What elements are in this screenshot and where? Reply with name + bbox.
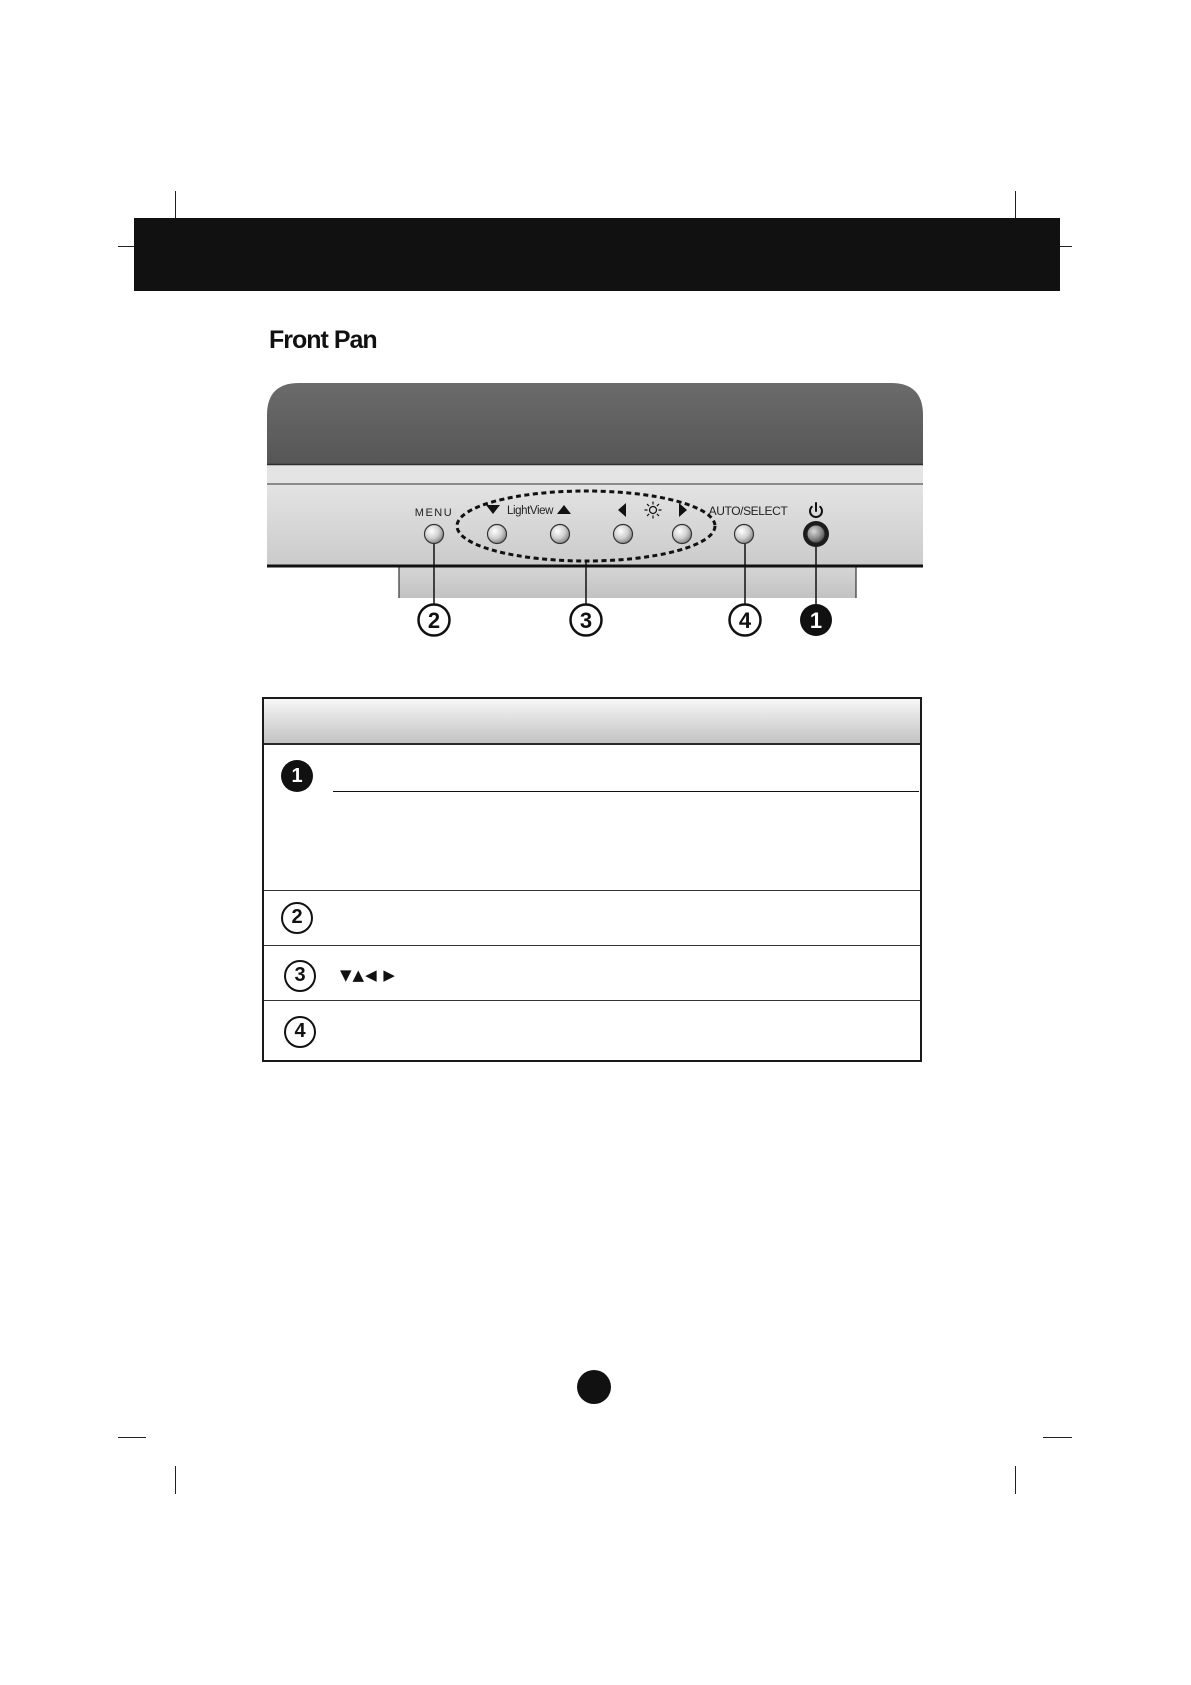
- callout-number: 1: [809, 608, 823, 633]
- row-divider-line: [333, 791, 919, 792]
- crop-mark-bottom-left-horizontal: [118, 1437, 146, 1438]
- callout-number: 4: [738, 608, 752, 633]
- controls-table: [262, 697, 922, 1062]
- table-row: [264, 1001, 920, 1060]
- callout-badge-group: [571, 605, 602, 636]
- menu-label: MENU: [414, 507, 454, 519]
- page-title: Front Pan: [269, 326, 377, 354]
- crop-mark-top-left-horizontal: [118, 246, 134, 247]
- page-number-dot: [577, 1370, 611, 1404]
- monitor-bezel-top: [267, 383, 923, 464]
- table-row: [264, 946, 920, 1001]
- crop-mark-top-right-horizontal: [1060, 246, 1072, 247]
- table-row: [264, 745, 920, 891]
- callout-badge-menu: [419, 605, 450, 636]
- crop-mark-bottom-right-horizontal: [1043, 1437, 1072, 1438]
- table-row: [264, 891, 920, 946]
- section-header-bar: [134, 218, 1060, 291]
- crop-mark-bottom-left-vertical: [175, 1466, 176, 1494]
- row-number-badge: 4: [284, 1016, 316, 1048]
- menu-button: [425, 525, 444, 544]
- brightness-right-button: [673, 525, 692, 544]
- arrow-symbols: ▼▲◀ ▶: [340, 966, 396, 984]
- brightness-left-button: [614, 525, 633, 544]
- row-number-badge: 1: [281, 760, 313, 792]
- power-button: [807, 525, 825, 543]
- lightview-label: LightView: [506, 505, 554, 517]
- table-header-row: [264, 699, 920, 745]
- callout-badge-power: [800, 604, 832, 636]
- callout-number: 2: [427, 608, 441, 633]
- monitor-stand: [399, 566, 856, 598]
- front-panel-illustration: [260, 375, 930, 645]
- crop-mark-bottom-right-vertical: [1015, 1466, 1016, 1494]
- row-number-badge: 2: [281, 902, 313, 934]
- callout-badge-auto-select: [730, 605, 761, 636]
- bezel-strip: [267, 464, 923, 484]
- lightview-up-button: [551, 525, 570, 544]
- auto-select-label: AUTO/SELECT: [708, 504, 788, 518]
- callout-number: 3: [579, 608, 593, 633]
- row-number-badge: 3: [284, 960, 316, 992]
- lightview-down-button: [488, 525, 507, 544]
- auto-select-button: [735, 525, 754, 544]
